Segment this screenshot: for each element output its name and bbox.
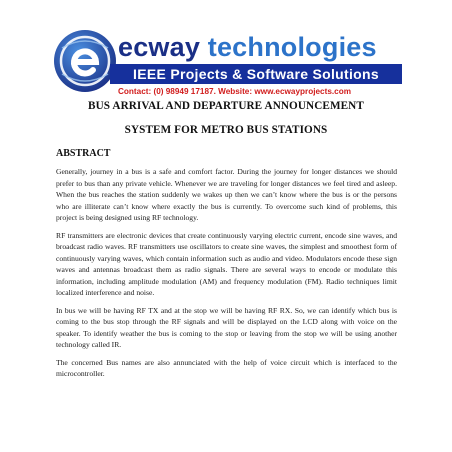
abstract-paragraph-2: RF transmitters are electronic devices that create continuously varying electric current, encode sine waves, and broadcast radio waves. RF transmitters use oscillators to create sine waves, the simplest and smoothest form of continuously varying waves, which contain information such as audio and video. Modulators encode these sign waves and antennas broadcast them as radio signals. There are several ways to encode or modulate this information, including amplitude modulation (AM) and frequency modulation (FM). Radio techniques limit localized interference and noise. xyxy=(56,230,397,297)
abstract-paragraph-3: In bus we will be having RF TX and at the stop we will be having RF RX. So, we can identify which bus is coming to the bus stop through the RF signals and will be displayed on the LCD along with voice on the speaker. To identify weather the bus is coming to the stop or leaving from the stop we will be using another technology called IR. xyxy=(56,305,397,349)
brand-contact: Contact: (0) 98949 17187. Website: www.ecwayprojects.com xyxy=(118,87,351,96)
brand-name-part1: ecway xyxy=(118,32,201,62)
abstract-heading: ABSTRACT xyxy=(56,148,111,159)
abstract-paragraph-1: Generally, journey in a bus is a safe and comfort factor. During the journey for longer distances we should prefer to bus than any private vehicle. Whenever we are traveling for longer distances we feel tired and asleep. When the bus reaches the station suddenly we wakes up then we can’t know where the bus is or the persons who are illiterate can’t know where exactly the bus is currently. To overcome such kind of problems, this project is being designed using RF technology. xyxy=(56,167,397,222)
document-title-line-1: BUS ARRIVAL AND DEPARTURE ANNOUNCEMENT xyxy=(88,100,364,112)
brand-name-part2: technologies xyxy=(200,32,377,62)
brand-tagline: IEEE Projects & Software Solutions xyxy=(110,64,402,84)
ecway-logo xyxy=(52,20,402,100)
abstract-body xyxy=(56,166,397,386)
abstract-paragraph-4: The concerned Bus names are also annunciated with the help of voice circuit which is interfaced to the microcontroller. xyxy=(56,357,397,378)
brand-name xyxy=(118,32,377,62)
ecway-globe-e-icon xyxy=(52,28,118,94)
document-title-line-2: SYSTEM FOR METRO BUS STATIONS xyxy=(124,124,328,136)
